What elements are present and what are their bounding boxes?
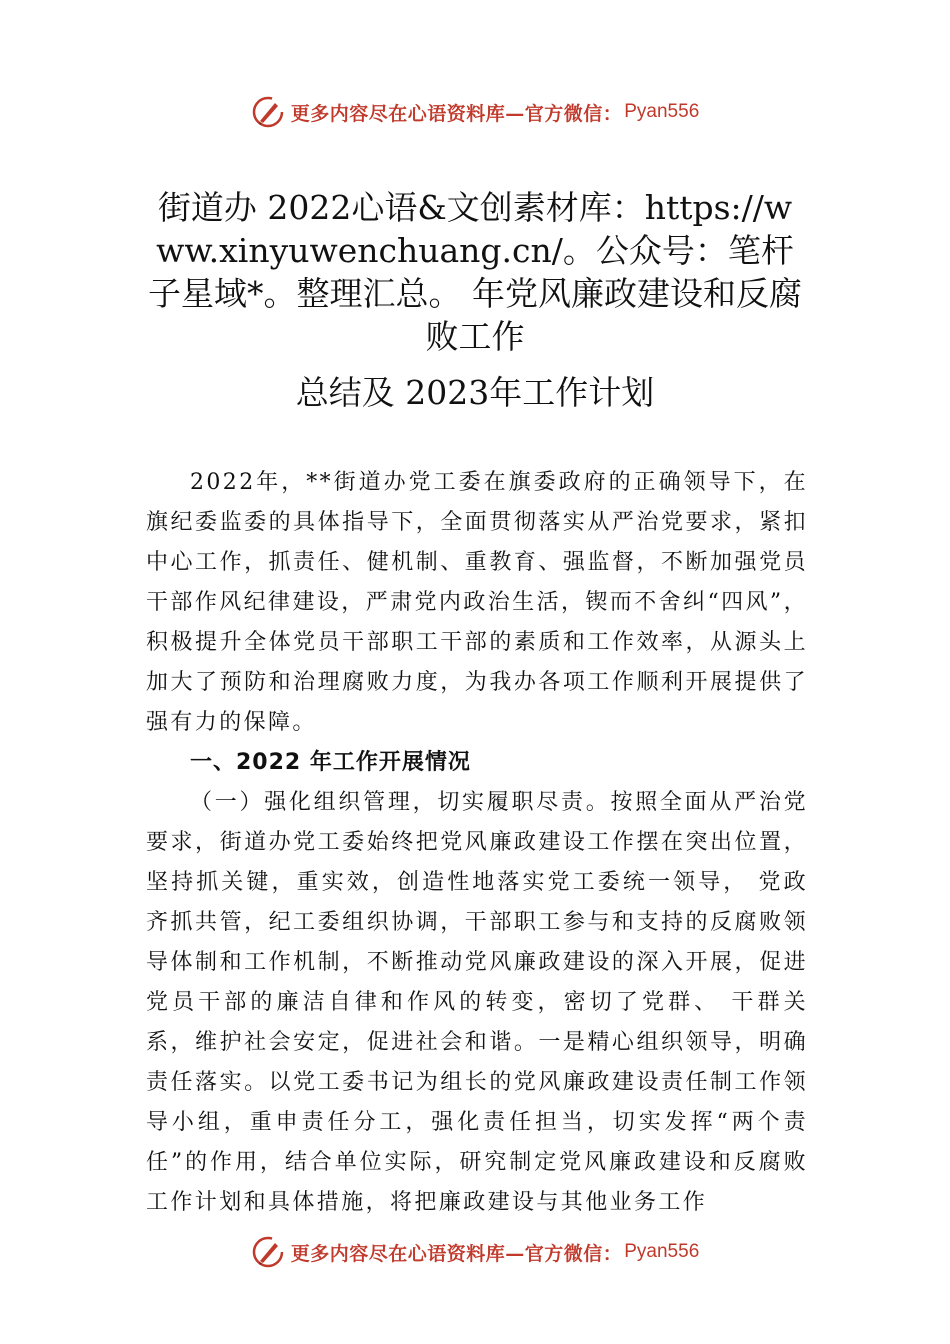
- footer-watermark: [0, 1232, 950, 1272]
- brush-logo-icon: [251, 1235, 285, 1269]
- watermark-text: 更多内容尽在心语资料库—官方微信：: [290, 1242, 623, 1265]
- section-heading: 一、2022 年工作开展情况: [190, 750, 471, 775]
- intro-paragraph: 2022年，**街道办党工委在旗委政府的正确领导下，在旗纪委监委的具体指导下，全面贯彻落实从严治党要求，紧扣中心工作，抓责任、健机制、重教育、强监督，不断加强党员干部作风纪律建设，严肃党内政治生活，锲而不舍纠“四风”，积极提升全体党员干部职工干部的素质和工作效率，从源头上加大了预防和治理腐败力度，为我办各项工作顺利开展提供了强有力的保障。: [146, 470, 808, 735]
- watermark-brand: Pyan556: [624, 101, 700, 122]
- document-title: 街道办 2022心语&文创素材库：https://www.xinyuwenchuang.cn/。公众号：笔杆子星域*。整理汇总。 年党风廉政建设和反腐败工作: [148, 188, 802, 356]
- document-subtitle: 总结及 2023年工作计划: [295, 373, 655, 412]
- watermark-text: 更多内容尽在心语资料库—官方微信：: [290, 102, 623, 125]
- watermark-brand: Pyan556: [624, 1241, 700, 1262]
- section-paragraph: （一）强化组织管理，切实履职尽责。按照全面从严治党要求，街道办党工委始终把党风廉政建设工作摆在突出位置，坚持抓关键，重实效，创造性地落实党工委统一领导， 党政齐抓共管，纪工委组织协调，干部职工参与和支持的反腐败领导体制和工作机制，不断推动党风廉政建设的深入开展，促进党员干部的廉洁自律和作风的转变，密切了党群、 干群关系，维护社会安定，促进社会和谐。一是精心组织领导，明确责任落实。以党工委书记为组长的党风廉政建设责任制工作领导小组，重申责任分工，强化责任担当，切实发挥“两个责任”的作用，结合单位实际，研究制定党风廉政建设和反腐败工作计划和具体措施，将把廉政建设与其他业务工作: [146, 790, 808, 1215]
- header-watermark: [0, 92, 950, 132]
- document-body: [146, 463, 808, 1223]
- brush-logo-icon: [251, 95, 285, 129]
